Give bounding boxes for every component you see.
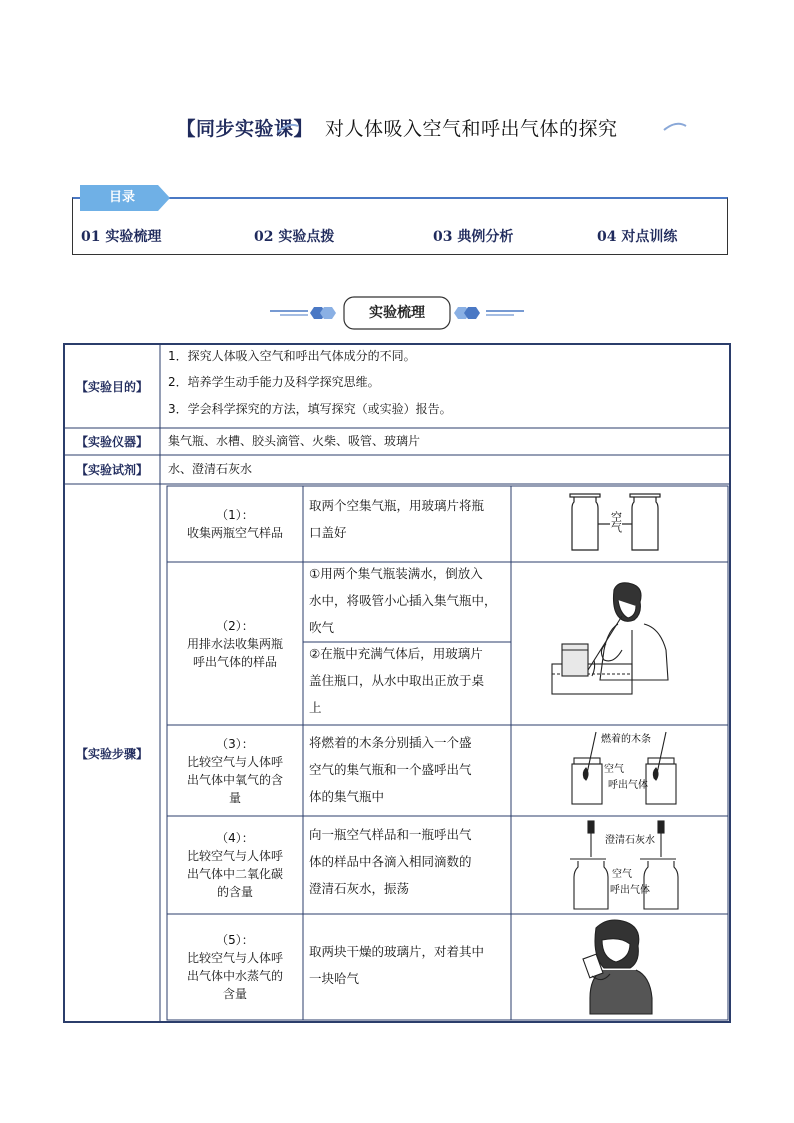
step-4-num: （4）：	[216, 831, 254, 845]
step-2b-line-2: 盖住瓶口，从水中取出正放于桌	[309, 673, 485, 688]
figure-4-air-label: 空气	[612, 869, 632, 880]
lesson-topic: 对人体吸入空气和呼出气体的探究	[325, 118, 618, 140]
step-3-desc-line-1: 将燃着的木条分别插入一个盛	[309, 735, 472, 750]
figure-3-air-label: 空气	[604, 764, 624, 775]
purpose-item-1: 1．探究人体吸入空气和呼出气体成分的不同。	[168, 349, 416, 363]
step-2-title-line-2: 呼出气体的样品	[192, 654, 277, 669]
step-2-desc-b	[303, 638, 511, 723]
toc-item-2[interactable]: 02 实验点拨	[254, 229, 335, 245]
step-5-title-line-3: 含量	[222, 987, 247, 1001]
step-1-title-line-1: 收集两瓶空气样品	[186, 526, 283, 540]
section-title: 实验梳理	[369, 305, 425, 321]
instruments-label: 【实验仪器】	[75, 435, 148, 449]
step-2a-line-2: 水中，将吸管小心插入集气瓶中，	[309, 593, 497, 608]
step-4-title-line-2: 出气体中二氧化碳	[186, 867, 283, 881]
step-2-name	[167, 562, 303, 725]
step-2-desc-a	[303, 558, 511, 643]
toc-item-4[interactable]: 04 对点训练	[597, 229, 678, 245]
step-3-desc	[303, 727, 511, 812]
step-2-title-line-1: 用排水法收集两瓶	[186, 636, 283, 651]
step-4-desc-line-1: 向一瓶空气样品和一瓶呼出气	[309, 827, 472, 842]
step-3-desc-line-2: 空气的集气瓶和一个盛呼出气	[309, 762, 472, 777]
step-1-desc-line-2: 口盖好	[309, 525, 347, 540]
step-1-name	[167, 486, 303, 562]
figure-boy-blowing	[548, 580, 684, 702]
step-3-title-line-2: 出气体中氧气的含	[186, 772, 283, 787]
step-2a-line-1: ①用两个集气瓶装满水，倒放入	[309, 566, 483, 581]
figure-3-exhaled-label: 呼出气体	[608, 780, 648, 791]
step-2b-line-3: 上	[309, 700, 322, 715]
figure-3-stick-label: 燃着的木条	[601, 734, 651, 745]
step-4-desc	[303, 819, 511, 904]
step-3-title-line-3: 量	[228, 790, 241, 805]
step-5-title-line-2: 出气体中水蒸气的	[186, 969, 283, 983]
step-5-num: （5）：	[216, 933, 254, 947]
toc-item-3[interactable]: 03 典例分析	[433, 229, 514, 245]
step-5-title-line-1: 比较空气与人体呼	[186, 951, 283, 965]
step-2b-line-1: ②在瓶中充满气体后，用玻璃片	[309, 646, 483, 661]
steps-label: 【实验步骤】	[75, 746, 148, 761]
step-5-desc	[303, 936, 511, 994]
step-1-num: （1）：	[216, 508, 254, 522]
step-2a-line-3: 吹气	[309, 620, 335, 635]
step-1-desc-line-1: 取两个空集气瓶，用玻璃片将瓶	[309, 498, 485, 513]
figure-1-air-label: 空气	[609, 511, 623, 533]
step-4-title-line-3: 的含量	[216, 885, 253, 899]
instruments-value: 集气瓶、水槽、胶头滴管、火柴、吸管、玻璃片	[168, 434, 421, 448]
purpose-item-3: 3．学会科学探究的方法，填写探究（或实验）报告。	[168, 402, 452, 416]
figure-4-limewater-label: 澄清石灰水	[605, 835, 655, 846]
reagents-label: 【实验试剂】	[75, 463, 148, 477]
step-3-title-line-1: 比较空气与人体呼	[186, 754, 283, 769]
figure-4-exhaled-label: 呼出气体	[610, 885, 650, 896]
purpose-label: 【实验目的】	[75, 379, 148, 394]
step-3-name	[167, 725, 303, 816]
figure-burning-sticks	[566, 728, 686, 808]
step-4-name	[167, 816, 303, 914]
step-5-desc-line-2: 一块哈气	[309, 971, 360, 986]
step-1-desc	[303, 490, 511, 548]
figure-two-gas-jars	[566, 490, 666, 556]
step-4-title-line-1: 比较空气与人体呼	[186, 849, 283, 863]
step-2-num: （2）：	[216, 618, 254, 633]
figure-limewater-droppers	[566, 819, 686, 911]
step-3-desc-line-3: 体的集气瓶中	[309, 789, 385, 804]
step-5-name	[167, 914, 303, 1020]
step-5-desc-line-1: 取两块干燥的玻璃片，对着其中	[309, 944, 485, 959]
figure-girl-breathing	[580, 918, 660, 1016]
step-3-num: （3）：	[216, 736, 254, 751]
toc-item-1[interactable]: 01 实验梳理	[81, 229, 162, 245]
step-4-desc-line-2: 体的样品中各滴入相同滴数的	[309, 854, 472, 869]
lesson-tag: 【同步实验课】	[176, 118, 313, 140]
toc-tag-label: 目录	[108, 190, 135, 205]
step-4-desc-line-3: 澄清石灰水，振荡	[309, 881, 410, 896]
reagents-value: 水、澄清石灰水	[168, 462, 253, 476]
purpose-item-2: 2．培养学生动手能力及科学探究思维。	[168, 375, 380, 389]
